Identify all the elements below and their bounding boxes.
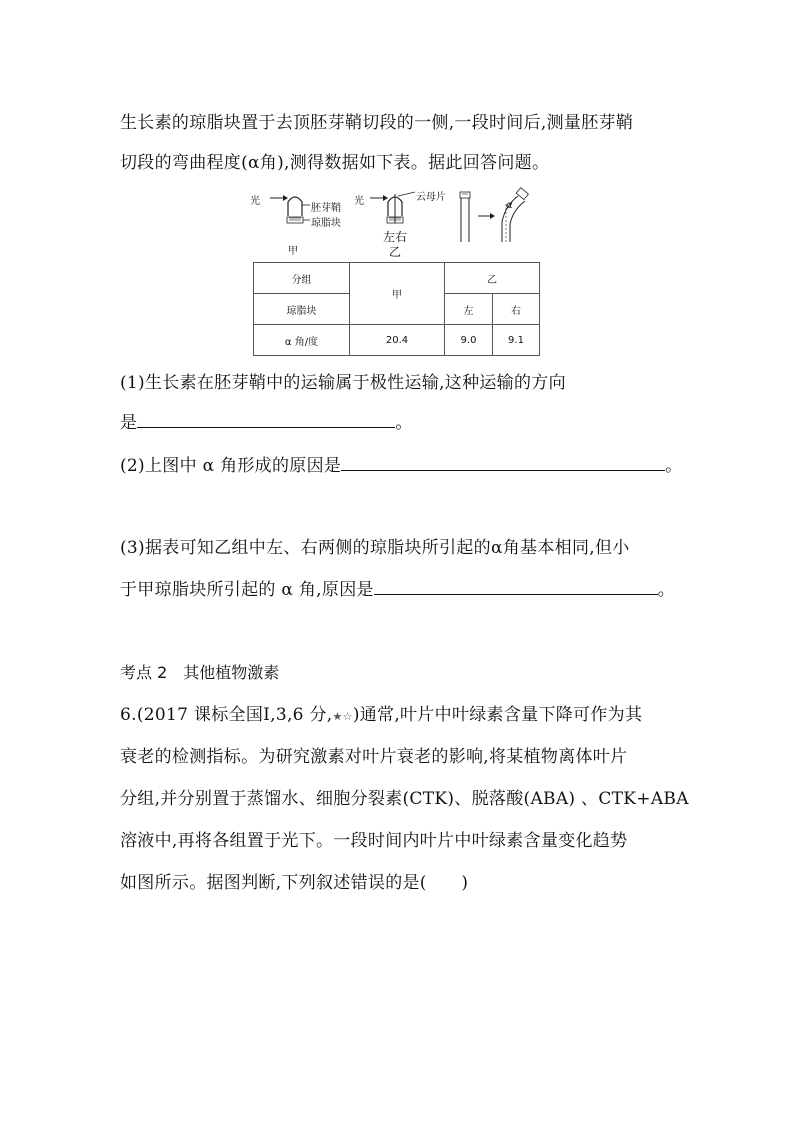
q6-line-3: 分组,并分别置于蒸馏水、细胞分裂素(CTK)、脱落酸(ABA) 、CTK+ABA: [120, 789, 689, 809]
q6-line-1: [120, 700, 642, 725]
figure-yi-label: 乙: [389, 245, 402, 259]
agar-label: 琼脂块: [311, 218, 341, 229]
data-table: [253, 262, 540, 356]
row-label-alpha: α 角/度: [254, 325, 350, 356]
q2-suffix: 。: [665, 456, 683, 476]
alpha-label: α: [506, 200, 513, 211]
header-left: 左: [445, 294, 493, 325]
section-title: 考点 2 其他植物激素: [120, 663, 280, 682]
value-jia: 20.4: [350, 325, 445, 356]
q1-line-1: (1)生长素在胚芽鞘中的运输属于极性运输,这种运输的方向: [120, 373, 566, 393]
q3-suffix: 。: [657, 580, 676, 600]
q3-answer-blank[interactable]: [374, 576, 658, 595]
q1-line-2: [120, 408, 413, 433]
experiment-figures: [250, 186, 550, 266]
q3-line-1: (3)据表可知乙组中左、右两侧的琼脂块所引起的α角基本相同,但小: [120, 538, 630, 558]
value-right: 9.1: [493, 325, 540, 356]
q3-line-2: [120, 575, 675, 600]
q2-line: [120, 451, 682, 476]
mica-label: 云母片: [416, 192, 446, 203]
header-agar: 琼脂块: [254, 294, 350, 325]
q6-line-1-rest: )通常,叶片中叶绿素含量下降可作为其: [352, 705, 643, 725]
intro-line-1: 生长素的琼脂块置于去顶胚芽鞘切段的一侧,一段时间后,测量胚芽鞘: [120, 113, 634, 133]
difficulty-stars-icon: ★☆: [332, 710, 353, 723]
q2-prefix: (2)上图中 α 角形成的原因是: [120, 456, 342, 476]
q6-lead: 6.(2017 课标全国Ⅰ,3,6 分,: [120, 705, 333, 725]
header-right: 右: [493, 294, 540, 325]
left-right-label: 左右: [383, 230, 408, 244]
light-label-yi: 光: [354, 196, 364, 207]
figure-jia-label: 甲: [288, 246, 298, 257]
light-label-jia: 光: [250, 196, 260, 207]
coleoptile-label: 胚芽鞘: [311, 203, 341, 214]
header-yi: 乙: [445, 263, 540, 294]
intro-line-2: 切段的弯曲程度(α角),测得数据如下表。据此回答问题。: [120, 153, 550, 173]
value-left: 9.0: [445, 325, 493, 356]
q1-suffix: 。: [395, 413, 413, 433]
q6-line-2: 衰老的检测指标。为研究激素对叶片衰老的影响,将某植物离体叶片: [120, 747, 628, 767]
q6-line-4: 溶液中,再将各组置于光下。一段时间内叶片中叶绿素含量变化趋势: [120, 831, 628, 851]
header-group: 分组: [254, 263, 350, 294]
q3-prefix: 于甲琼脂块所引起的 α 角,原因是: [120, 580, 374, 600]
q1-prefix: 是: [120, 413, 138, 433]
q1-answer-blank[interactable]: [137, 409, 395, 428]
q2-answer-blank[interactable]: [341, 452, 665, 471]
header-jia: 甲: [350, 263, 445, 325]
q6-line-5: 如图所示。据图判断,下列叙述错误的是( ): [120, 873, 469, 893]
